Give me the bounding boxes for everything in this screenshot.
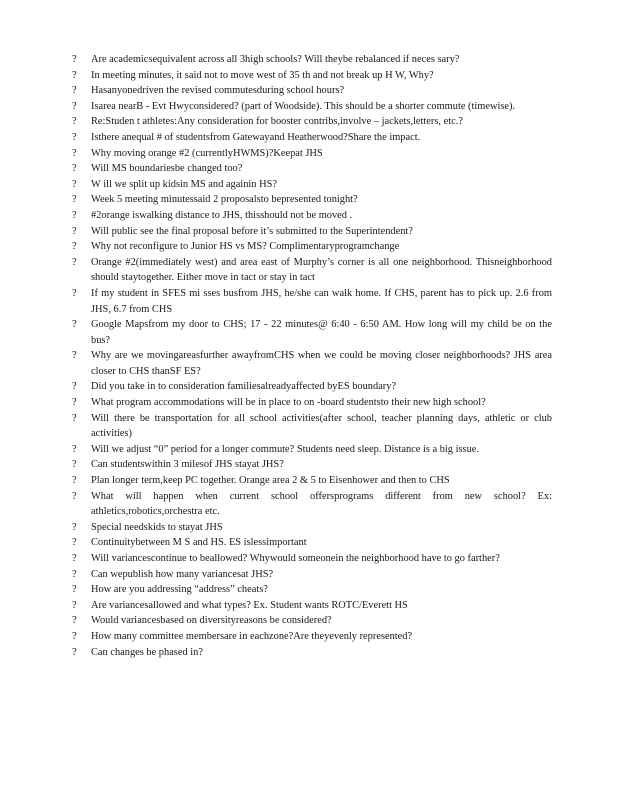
- bullet-mark: ?: [72, 568, 77, 580]
- question-item: [0, 613, 618, 629]
- question-item: [0, 442, 618, 458]
- bullet-mark: ?: [72, 646, 77, 658]
- question-item: [0, 520, 618, 536]
- question-text: Did you take in to consideration familiesalreadyaffected byES boundary?: [91, 381, 397, 393]
- question-text: In meeting minutes, it said not to move west of 35 th and not break up H W, Why?: [91, 69, 434, 81]
- bullet-mark: ?: [72, 599, 77, 611]
- bullet-mark: ?: [72, 209, 77, 221]
- question-text: #2orange iswalking distance to JHS, thisshould not be moved .: [91, 209, 353, 221]
- question-text: Why not reconfigure to Junior HS vs MS? Complimentaryprogramchange: [91, 241, 400, 253]
- bullet-mark: ?: [72, 350, 77, 362]
- bullet-mark: ?: [72, 194, 77, 206]
- question-item: [0, 551, 618, 567]
- bullet-mark: ?: [72, 521, 77, 533]
- bullet-mark: ?: [72, 116, 77, 128]
- bullet-mark: ?: [72, 85, 77, 97]
- question-item: [0, 535, 618, 551]
- bullet-mark: ?: [72, 319, 77, 331]
- bullet-mark: ?: [72, 615, 77, 627]
- question-text: Will public see the final proposal before it’s submitted to the Superintendent?: [91, 225, 413, 237]
- bullet-mark: ?: [72, 256, 77, 268]
- question-item: [0, 348, 618, 379]
- bullet-mark: ?: [72, 241, 77, 253]
- question-item: [0, 255, 618, 286]
- question-item: [0, 598, 618, 614]
- question-item: [0, 395, 618, 411]
- question-item: [0, 68, 618, 84]
- question-text: W ill we split up kidsin MS and againin HS?: [91, 178, 277, 190]
- bullet-mark: ?: [72, 412, 77, 424]
- question-text: What program accommodations will be in place to on -board studentsto their new high school?: [91, 397, 486, 409]
- question-text: Would variancesbased on diversityreasons be considered?: [91, 615, 332, 627]
- bullet-mark: ?: [72, 397, 77, 409]
- question-item: [0, 161, 618, 177]
- question-text: Plan longer term,keep PC together. Orange area 2 & 5 to Eisenhower and then to CHS: [91, 475, 450, 487]
- question-item: [0, 645, 618, 661]
- question-text: Can changes be phased in?: [91, 646, 203, 658]
- question-item: [0, 99, 618, 115]
- question-item: [0, 130, 618, 146]
- bullet-mark: ?: [72, 131, 77, 143]
- bullet-mark: ?: [72, 100, 77, 112]
- question-item: [0, 208, 618, 224]
- question-item: [0, 411, 618, 442]
- question-text: If my student in SFES mi sses busfrom JHS, he/she can walk home. If CHS, parent has to pick up. 2.6 from JHS, 6.7 from CHS: [91, 287, 555, 315]
- bullet-mark: ?: [72, 69, 77, 81]
- bullet-mark: ?: [72, 443, 77, 455]
- question-text: Will we adjust “0” period for a longer commute? Students need sleep. Distance is a big issue.: [91, 443, 479, 455]
- question-text: Week 5 meeting minutessaid 2 proposalsto bepresented tonight?: [91, 194, 358, 206]
- question-item: [0, 239, 618, 255]
- question-item: [0, 83, 618, 99]
- question-item: [0, 52, 618, 68]
- bullet-mark: ?: [72, 225, 77, 237]
- question-item: [0, 192, 618, 208]
- question-text: Why are we movingareasfurther awayfromCHS when we could be moving closer neighborhoods? JHS area closer to CHS thanSF ES?: [91, 350, 555, 377]
- question-item: [0, 177, 618, 193]
- bullet-mark: ?: [72, 287, 77, 299]
- questions-list: [0, 52, 618, 660]
- question-text: How many committee membersare in eachzone?Are theyevenly represented?: [91, 630, 413, 642]
- question-text: Hasanyonedriven the revised commutesduring school hours?: [91, 85, 345, 97]
- bullet-mark: ?: [72, 490, 77, 502]
- question-text: How are you addressing “address” cheats?: [91, 584, 268, 596]
- question-item: [0, 286, 618, 317]
- question-text: What will happen when current school offersprograms different from new school? Ex: athletics,robotics,orchestra etc.: [91, 490, 555, 518]
- bullet-mark: ?: [72, 163, 77, 175]
- bullet-mark: ?: [72, 584, 77, 596]
- question-item: [0, 224, 618, 240]
- bullet-mark: ?: [72, 630, 77, 642]
- question-item: [0, 379, 618, 395]
- bullet-mark: ?: [72, 54, 77, 65]
- question-item: [0, 317, 618, 348]
- question-text: Will there be transportation for all school activities(after school, teacher planning days, athletic or club activities): [91, 412, 555, 440]
- bullet-mark: ?: [72, 553, 77, 564]
- question-text: Will MS boundariesbe changed too?: [91, 163, 243, 175]
- bullet-mark: ?: [72, 178, 77, 190]
- question-item: [0, 582, 618, 598]
- bullet-mark: ?: [72, 475, 77, 487]
- question-item: [0, 114, 618, 130]
- question-text: Why moving orange #2 (currentlyHWMS)?Keepat JHS: [91, 147, 323, 159]
- question-item: [0, 146, 618, 162]
- question-item: [0, 567, 618, 583]
- bullet-mark: ?: [72, 459, 77, 471]
- question-item: [0, 489, 618, 520]
- question-text: Isarea nearB - Evt Hwyconsidered? (part of Woodside). This should be a shorter commute (timewise).: [91, 100, 516, 112]
- question-text: Can studentswithin 3 milesof JHS stayat JHS?: [91, 459, 284, 471]
- question-text: Isthere anequal # of studentsfrom Gatewayand Heatherwood?Share the impact.: [91, 131, 421, 143]
- bullet-mark: ?: [72, 147, 77, 159]
- question-text: Are variancesallowed and what types? Ex. Student wants ROTC/Everett HS: [91, 599, 408, 611]
- question-text: Continuitybetween M S and HS. ES islessimportant: [91, 537, 307, 549]
- question-text: Orange #2(immediately west) and area east of Murphy’s corner is all one neighborhood. Thisneighborhood should staytogether. Either move in tact or stay in tact: [91, 256, 555, 284]
- question-item: [0, 457, 618, 473]
- bullet-mark: ?: [72, 381, 77, 393]
- question-text: Google Mapsfrom my door to CHS; 17 - 22 minutes@ 6:40 - 6:50 AM. How long will my child be on the bus?: [91, 319, 555, 346]
- question-text: Re:Studen t athletes:Any consideration for booster contribs,involve – jackets,letters, etc.?: [91, 116, 463, 128]
- question-text: Will variancescontinue to beallowed? Whywould someonein the neighborhood have to go farther?: [91, 553, 500, 564]
- question-item: [0, 629, 618, 645]
- bullet-mark: ?: [72, 537, 77, 549]
- question-text: Are academicsequivalent across all 3high schools? Will theybe rebalanced if neces sary?: [91, 54, 460, 65]
- question-text: Special needskids to stayat JHS: [91, 521, 223, 533]
- question-item: [0, 473, 618, 489]
- question-text: Can wepublish how many variancesat JHS?: [91, 568, 274, 580]
